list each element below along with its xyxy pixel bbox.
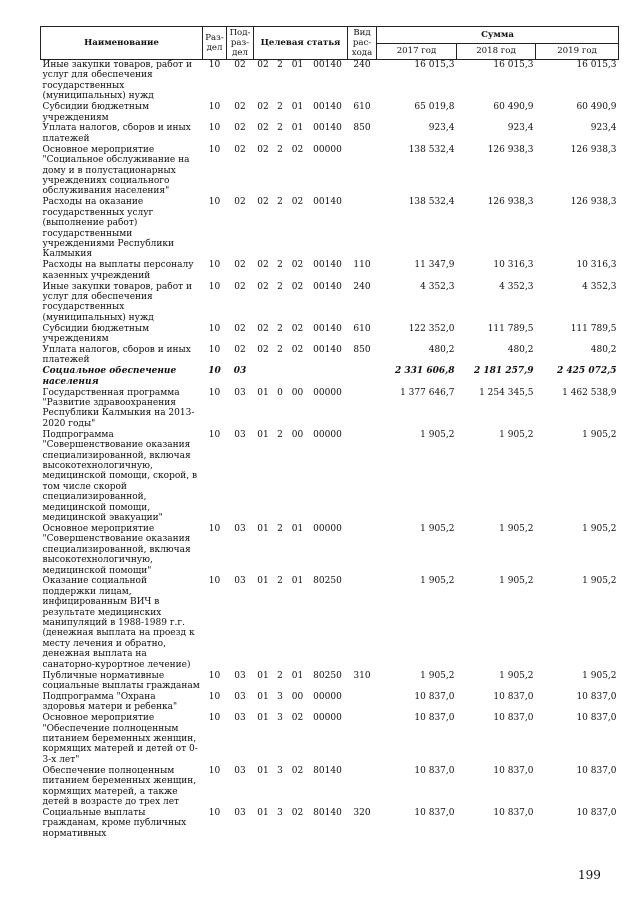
row-sum-2018: 2 181 257,9 [474, 366, 534, 377]
row-name: Расходы на оказание государственных услуг (выполнение работ) государственными учреждениями Республики Калмыкия [42, 197, 174, 260]
table-row [41, 692, 619, 713]
table-row [41, 282, 619, 324]
row-sum-2019: 480,2 [590, 344, 617, 355]
row-podrazdel: 02 [234, 344, 246, 355]
row-target-event: 02 [291, 323, 304, 334]
row-sum-2018: 16 015,3 [493, 60, 534, 70]
row-target-event: 01 [291, 523, 304, 534]
row-name: Уплата налогов, сборов и иных платежей [42, 123, 191, 144]
row-vid-raskhoda [348, 766, 377, 808]
row-target-subprogram: 2 [277, 344, 283, 355]
row-sum-2019: 10 837,0 [576, 765, 617, 776]
row-vid-raskhoda: 610 [353, 323, 371, 334]
row-name: Публичные нормативные социальные выплаты гражданам [42, 670, 200, 691]
row-razdel: 10 [208, 429, 221, 440]
table-row [41, 60, 619, 103]
row-razdel: 10 [208, 281, 221, 292]
row-sum-2019: 126 938,3 [570, 144, 617, 155]
row-target-subprogram: 2 [277, 576, 283, 587]
row-target-subprogram: 3 [277, 765, 283, 776]
row-target-subprogram: 2 [277, 429, 283, 440]
row-target-subprogram: 3 [277, 691, 283, 702]
row-target-event: 01 [291, 670, 304, 681]
row-razdel: 10 [208, 366, 221, 377]
row-name: Оказание социальной поддержки лицам, инфицированным ВИЧ в результате медицинских манипуляций в 1988-1989 г.г. (денежная выплата на проезд к месту лечения и обратно, денежная выплата на санаторно-курортное лечение) [42, 576, 195, 670]
row-name: Основное мероприятие "Совершенствование оказания специализированной, включая высокотехнологичную, медицинской помощи" [42, 523, 191, 576]
row-target-event: 02 [291, 765, 304, 776]
row-target-event: 02 [291, 807, 304, 818]
row-target-subprogram: 2 [277, 144, 283, 155]
row-target-event: 02 [291, 281, 304, 292]
row-target-subprogram: 0 [277, 387, 283, 398]
row-podrazdel: 03 [234, 765, 246, 776]
row-name: Основное мероприятие "Обеспечение полноценным питанием беременных женщин, кормящих матерей и детей от 0-3-х лет" [42, 713, 198, 765]
row-target-program: 02 [257, 281, 269, 292]
row-razdel: 10 [208, 144, 221, 155]
row-target-program: 02 [257, 144, 269, 155]
row-target-subprogram: 2 [277, 197, 283, 208]
header-razdel: Раз-дел [203, 27, 227, 60]
row-vid-raskhoda [348, 524, 377, 577]
row-target-direction: 00140 [313, 260, 342, 271]
row-target-subprogram: 3 [277, 807, 283, 818]
row-target-direction: 00140 [313, 123, 342, 134]
row-target-subprogram: 2 [277, 260, 283, 271]
row-sum-2017: 10 837,0 [414, 765, 455, 776]
row-target-direction: 00000 [313, 429, 342, 440]
row-sum-2018: 10 837,0 [493, 765, 534, 776]
row-sum-2017: 4 352,3 [420, 281, 455, 292]
table-row [41, 345, 619, 366]
row-razdel: 10 [208, 323, 221, 334]
row-name: Основное мероприятие "Социальное обслуживание на дому и в полустационарных учреждениях социального обслуживания населения" [42, 144, 190, 197]
row-target-program: 01 [257, 765, 269, 776]
row-target-program: 02 [257, 260, 269, 271]
row-sum-2019: 923,4 [590, 123, 617, 134]
row-sum-2017: 11 347,9 [414, 260, 455, 271]
row-podrazdel: 02 [234, 197, 246, 208]
row-sum-2018: 1 905,2 [499, 576, 534, 587]
row-target-event: 00 [291, 429, 304, 440]
row-vid-raskhoda: 320 [353, 807, 371, 818]
row-sum-2017: 1 905,2 [420, 429, 455, 440]
row-target-subprogram: 2 [277, 60, 283, 70]
row-target-subprogram: 2 [277, 323, 283, 334]
row-target-subprogram: 2 [277, 123, 283, 134]
row-name: Иные закупки товаров, работ и услуг для обеспечения государственных (муниципальных) нужд [42, 281, 192, 323]
row-podrazdel: 02 [234, 144, 246, 155]
row-razdel: 10 [208, 807, 221, 818]
row-target-event: 00 [291, 691, 304, 702]
row-target-direction: 00000 [313, 523, 342, 534]
row-sum-2018: 1 905,2 [499, 670, 534, 681]
row-target-program: 01 [257, 691, 269, 702]
row-sum-2017: 10 837,0 [414, 691, 455, 702]
row-podrazdel: 03 [234, 387, 246, 398]
header-year-2017: 2017 год [377, 43, 457, 60]
row-sum-2019: 126 938,3 [570, 197, 617, 208]
row-target-event: 02 [291, 197, 304, 208]
row-target-direction: 00000 [313, 691, 342, 702]
row-target-subprogram: 3 [277, 713, 283, 724]
row-vid-raskhoda: 240 [353, 281, 371, 292]
row-podrazdel: 02 [234, 323, 246, 334]
row-sum-2018: 60 490,9 [493, 102, 534, 113]
table-body [41, 60, 619, 840]
row-target-program: 01 [257, 807, 269, 818]
table-row [41, 366, 619, 387]
row-name: Расходы на выплаты персоналу казенных учреждений [42, 260, 194, 281]
header-sum: Сумма [377, 27, 619, 44]
row-target-subprogram: 2 [277, 670, 283, 681]
row-razdel: 10 [208, 765, 221, 776]
row-target-event: 02 [291, 260, 304, 271]
table-row [41, 197, 619, 260]
row-sum-2019: 1 462 538,9 [562, 387, 617, 398]
row-podrazdel: 03 [234, 429, 246, 440]
row-sum-2019: 1 905,2 [582, 429, 617, 440]
row-target-event: 01 [291, 102, 304, 113]
row-sum-2017: 1 905,2 [420, 670, 455, 681]
row-vid-raskhoda [348, 713, 377, 766]
row-target-program: 01 [257, 523, 269, 534]
row-razdel: 10 [208, 123, 221, 134]
row-vid-raskhoda [348, 197, 377, 260]
budget-table-sheet [40, 26, 618, 840]
row-name: Государственная программа "Развитие здравоохранения Республики Калмыкия на 2013-2020 годы" [42, 387, 195, 429]
row-podrazdel: 02 [234, 281, 246, 292]
row-target-program: 02 [257, 102, 269, 113]
table-row [41, 388, 619, 430]
row-sum-2018: 923,4 [507, 123, 534, 134]
table-row [41, 123, 619, 144]
row-target-subprogram: 2 [277, 281, 283, 292]
row-razdel: 10 [208, 260, 221, 271]
row-sum-2018: 10 837,0 [493, 807, 534, 818]
row-target-event: 02 [291, 713, 304, 724]
row-target-subprogram: 2 [277, 102, 283, 113]
row-sum-2018: 10 837,0 [493, 691, 534, 702]
row-razdel: 10 [208, 691, 221, 702]
row-sum-2017: 10 837,0 [414, 807, 455, 818]
table-row [41, 671, 619, 692]
row-podrazdel: 02 [234, 60, 246, 70]
row-sum-2019: 1 905,2 [582, 576, 617, 587]
row-razdel: 10 [208, 387, 221, 398]
row-target-subprogram [273, 366, 288, 387]
header-year-2018: 2018 год [457, 43, 536, 60]
row-target-direction: 80250 [313, 670, 342, 681]
row-sum-2017: 480,2 [428, 344, 455, 355]
row-sum-2017: 10 837,0 [414, 713, 455, 724]
row-vid-raskhoda [348, 430, 377, 524]
row-razdel: 10 [208, 344, 221, 355]
row-sum-2018: 1 905,2 [499, 429, 534, 440]
row-target-event: 02 [291, 344, 304, 355]
budget-table [40, 26, 619, 840]
table-row [41, 713, 619, 766]
row-target-program: 02 [257, 344, 269, 355]
row-sum-2019: 10 837,0 [576, 713, 617, 724]
row-sum-2017: 1 905,2 [420, 523, 455, 534]
row-vid-raskhoda: 310 [353, 670, 371, 681]
row-target-program: 01 [257, 429, 269, 440]
row-sum-2017: 16 015,3 [414, 60, 455, 70]
row-sum-2019: 60 490,9 [576, 102, 617, 113]
header-year-2019: 2019 год [536, 43, 619, 60]
row-target-direction: 00140 [313, 197, 342, 208]
row-target-direction: 00140 [313, 323, 342, 334]
row-sum-2019: 2 425 072,5 [557, 366, 617, 377]
row-vid-raskhoda: 850 [353, 123, 371, 134]
row-name: Иные закупки товаров, работ и услуг для обеспечения государственных (муниципальных) нужд [42, 60, 192, 102]
row-podrazdel: 03 [234, 807, 246, 818]
row-sum-2018: 10 316,3 [493, 260, 534, 271]
row-sum-2017: 138 532,4 [408, 197, 455, 208]
row-sum-2017: 2 331 606,8 [395, 366, 455, 377]
table-row [41, 145, 619, 198]
row-sum-2019: 10 316,3 [576, 260, 617, 271]
row-target-event: 01 [291, 123, 304, 134]
row-razdel: 10 [208, 102, 221, 113]
row-sum-2018: 1 905,2 [499, 523, 534, 534]
row-podrazdel: 02 [234, 260, 246, 271]
row-podrazdel: 03 [234, 713, 246, 724]
page-number: 199 [578, 868, 601, 882]
row-target-direction: 80250 [313, 576, 342, 587]
table-row [41, 524, 619, 577]
row-name: Подпрограмма "Охрана здоровья матери и ребенка" [42, 691, 178, 713]
table-row [41, 808, 619, 840]
row-name: Социальное обеспечение населения [42, 366, 177, 387]
row-podrazdel: 03 [234, 691, 246, 702]
row-target-event: 02 [291, 144, 304, 155]
row-vid-raskhoda [348, 576, 377, 670]
row-podrazdel: 02 [234, 102, 246, 113]
row-sum-2017: 122 352,0 [408, 323, 455, 334]
table-row [41, 324, 619, 345]
row-sum-2019: 4 352,3 [582, 281, 617, 292]
row-name: Социальные выплаты гражданам, кроме публичных нормативных [42, 807, 187, 839]
table-header [41, 27, 619, 60]
row-razdel: 10 [208, 523, 221, 534]
row-target-direction: 00140 [313, 102, 342, 113]
row-sum-2017: 1 377 646,7 [400, 387, 455, 398]
row-sum-2018: 1 254 345,5 [479, 387, 534, 398]
row-target-program: 02 [257, 123, 269, 134]
row-razdel: 10 [208, 197, 221, 208]
row-target-program: 02 [257, 323, 269, 334]
row-target-direction: 80140 [313, 807, 342, 818]
row-vid-raskhoda [348, 145, 377, 198]
row-sum-2019: 10 837,0 [576, 691, 617, 702]
row-target-direction: 00000 [313, 144, 342, 155]
row-podrazdel: 03 [234, 576, 246, 587]
row-target-program: 02 [257, 60, 269, 70]
row-target-event [288, 366, 308, 387]
table-row [41, 766, 619, 808]
row-sum-2018: 126 938,3 [487, 144, 534, 155]
table-row [41, 430, 619, 524]
table-row [41, 102, 619, 123]
row-name: Уплата налогов, сборов и иных платежей [42, 344, 191, 366]
row-vid-raskhoda: 240 [353, 60, 371, 70]
table-row [41, 260, 619, 281]
row-sum-2018: 480,2 [507, 344, 534, 355]
row-vid-raskhoda [348, 388, 377, 430]
row-name: Субсидии бюджетным учреждениям [42, 102, 150, 123]
row-podrazdel: 03 [234, 523, 246, 534]
row-sum-2017: 1 905,2 [420, 576, 455, 587]
row-sum-2019: 111 789,5 [570, 323, 617, 334]
row-target-program [254, 366, 273, 387]
row-sum-2018: 126 938,3 [487, 197, 534, 208]
row-sum-2019: 10 837,0 [576, 807, 617, 818]
header-vid: Вид рас-хода [348, 27, 377, 60]
row-target-direction: 00140 [313, 344, 342, 355]
row-sum-2018: 4 352,3 [499, 281, 534, 292]
row-target-program: 01 [257, 713, 269, 724]
row-target-direction: 00140 [313, 60, 342, 70]
row-target-program: 01 [257, 387, 269, 398]
row-target-direction: 00140 [313, 281, 342, 292]
row-podrazdel: 02 [234, 123, 246, 134]
row-podrazdel: 03 [233, 366, 247, 377]
row-sum-2018: 111 789,5 [487, 323, 534, 334]
row-target-program: 02 [257, 197, 269, 208]
header-podrazdel: Под-раз-дел [227, 27, 254, 60]
row-target-event: 01 [291, 60, 304, 70]
row-target-event: 01 [291, 576, 304, 587]
row-name: Субсидии бюджетным учреждениям [42, 323, 150, 345]
row-target-direction [308, 366, 348, 387]
row-vid-raskhoda [348, 692, 377, 713]
row-sum-2018: 10 837,0 [493, 713, 534, 724]
row-sum-2019: 1 905,2 [582, 670, 617, 681]
header-name: Наименование [41, 27, 203, 60]
row-name: Обеспечение полноценным питанием беременных женщин, кормящих матерей, а также детей в возрасте до трех лет [42, 765, 197, 807]
row-vid-raskhoda: 850 [353, 344, 371, 355]
row-target-subprogram: 2 [277, 523, 283, 534]
row-razdel: 10 [208, 713, 221, 724]
header-target: Целевая статья [254, 27, 348, 60]
row-sum-2017: 138 532,4 [408, 144, 455, 155]
row-target-direction: 80140 [313, 765, 342, 776]
row-razdel: 10 [208, 576, 221, 587]
row-razdel: 10 [208, 60, 221, 70]
row-target-direction: 00000 [313, 713, 342, 724]
row-sum-2017: 65 019,8 [414, 102, 455, 113]
row-target-event: 00 [291, 387, 304, 398]
row-vid-raskhoda [348, 366, 377, 387]
row-name: Подпрограмма "Совершенствование оказания специализированной, включая высокотехнологичную, медицинской помощи, скорой, в том числе скорой специализированной, медицинской помощи, медицинской эвакуации" [42, 429, 198, 523]
row-sum-2019: 16 015,3 [576, 60, 617, 70]
row-podrazdel: 03 [234, 670, 246, 681]
row-vid-raskhoda: 610 [353, 102, 371, 113]
row-target-program: 01 [257, 576, 269, 587]
row-vid-raskhoda: 110 [353, 260, 371, 271]
table-row [41, 576, 619, 670]
row-target-program: 01 [257, 670, 269, 681]
row-sum-2019: 1 905,2 [582, 523, 617, 534]
row-target-direction: 00000 [313, 387, 342, 398]
row-sum-2017: 923,4 [428, 123, 455, 134]
row-razdel: 10 [208, 670, 221, 681]
